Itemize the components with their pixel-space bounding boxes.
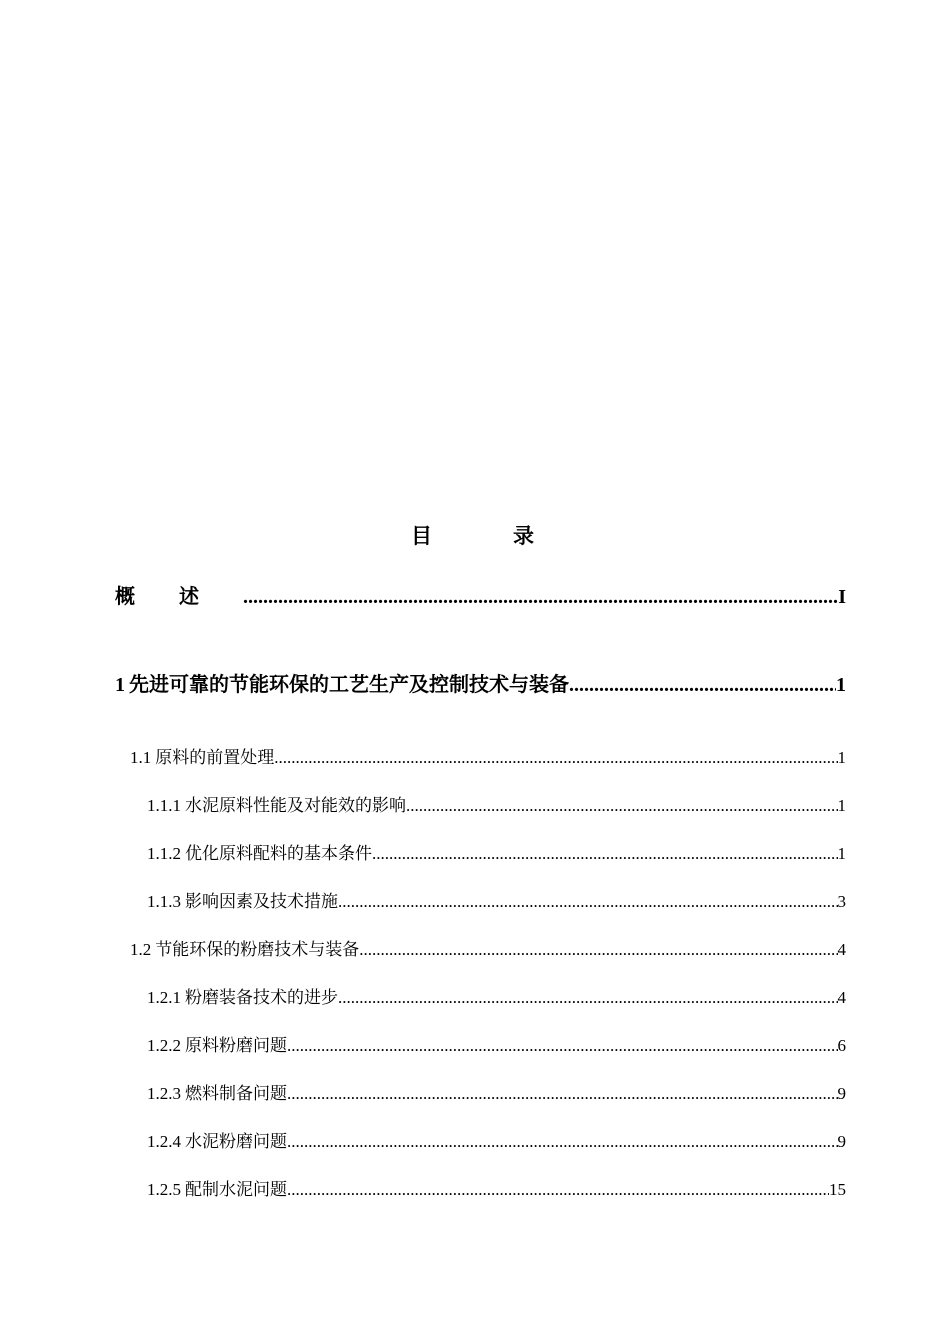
toc-entry-title: 优化原料配料的基本条件: [185, 844, 372, 863]
toc-page-number: 6: [837, 1036, 846, 1055]
toc-entry-number: 1.1: [130, 748, 152, 767]
toc-entry-label: [147, 791, 406, 816]
toc-entry-title: 影响因素及技术措施: [185, 892, 338, 911]
toc-entry-1-2-4[interactable]: [147, 1127, 846, 1152]
toc-entry-label: 概述: [115, 586, 243, 608]
toc-entry-1-2-1[interactable]: [147, 983, 846, 1008]
toc-entry-number: 1.2.3: [147, 1084, 181, 1103]
toc-entry-title: 节能环保的粉磨技术与装备: [155, 940, 360, 959]
toc-entry-1-1-2[interactable]: [147, 839, 846, 864]
toc-entry-title: 原料粉磨问题: [185, 1036, 287, 1055]
toc-page-number: I: [838, 586, 846, 608]
toc-entry-title: 原料的前置处理: [155, 748, 275, 767]
dot-leader: [287, 1132, 838, 1152]
toc-entry-number: 1.2.2: [147, 1036, 181, 1055]
toc-entry-overview[interactable]: [115, 580, 846, 609]
toc-entry-label: [147, 1079, 287, 1104]
toc-entry-title: 配制水泥问题: [185, 1180, 287, 1199]
dot-leader: [243, 586, 838, 609]
toc-entry-label: [115, 668, 569, 697]
toc-page-number: 1: [837, 796, 846, 815]
toc-entry-number: 1.2: [130, 940, 152, 959]
toc-entry-number: 1.2.5: [147, 1180, 181, 1199]
dot-leader: [372, 844, 838, 864]
toc-page-number: 9: [837, 1132, 846, 1151]
toc-page-number: 1: [837, 748, 846, 767]
toc-entry-number: 1.1.3: [147, 892, 181, 911]
toc-entry-title: 水泥原料性能及对能效的影响: [185, 796, 406, 815]
toc-entry-label: [130, 935, 359, 960]
toc-title: 目 录: [411, 524, 564, 548]
toc-entry-label: [147, 1127, 287, 1152]
toc-entry-title: 燃料制备问题: [185, 1084, 287, 1103]
toc-entry-1-2[interactable]: [130, 935, 846, 960]
toc-page-number: 1: [837, 844, 846, 863]
dot-leader: [287, 1084, 838, 1104]
toc-entry-1-2-5[interactable]: [147, 1175, 846, 1200]
dot-leader: [338, 892, 838, 912]
toc-page-number: 4: [837, 988, 846, 1007]
toc-entry-label: [130, 743, 274, 768]
toc-entry-1-2-2[interactable]: [147, 1031, 846, 1056]
toc-entry-label: [147, 1031, 287, 1056]
toc-entry-label: [147, 887, 338, 912]
dot-leader: [287, 1036, 838, 1056]
toc-entry-label: [147, 1175, 287, 1200]
toc-entry-title: 水泥粉磨问题: [185, 1132, 287, 1151]
dot-leader: [359, 940, 837, 960]
dot-leader: [287, 1180, 829, 1200]
dot-leader: [274, 748, 837, 768]
toc-entry-1-2-3[interactable]: [147, 1079, 846, 1104]
toc-entry-number: 1.1.2: [147, 844, 181, 863]
toc-entry-1-1-3[interactable]: [147, 887, 846, 912]
toc-entry-title: 先进可靠的节能环保的工艺生产及控制技术与装备: [129, 674, 569, 696]
toc-entry-1-1-1[interactable]: [147, 791, 846, 816]
toc-entry-number: 1: [115, 674, 125, 696]
toc-entry-label: [147, 839, 372, 864]
toc-entry-number: 1.1.1: [147, 796, 181, 815]
toc-entry-number: 1.2.1: [147, 988, 181, 1007]
dot-leader: [338, 988, 838, 1008]
toc-page-number: 4: [837, 940, 846, 959]
toc-entry-label: [147, 983, 338, 1008]
toc-entry-number: 1.2.4: [147, 1132, 181, 1151]
dot-leader: [406, 796, 838, 816]
toc-entry-chapter-1[interactable]: [115, 668, 846, 697]
dot-leader: [569, 674, 836, 697]
toc-page-number: 15: [829, 1180, 846, 1199]
toc-entry-1-1[interactable]: [130, 743, 846, 768]
toc-page-number: 3: [837, 892, 846, 911]
toc-entry-title: 粉磨装备技术的进步: [185, 988, 338, 1007]
toc-page-number: 9: [837, 1084, 846, 1103]
toc-page-number: 1: [836, 674, 846, 696]
